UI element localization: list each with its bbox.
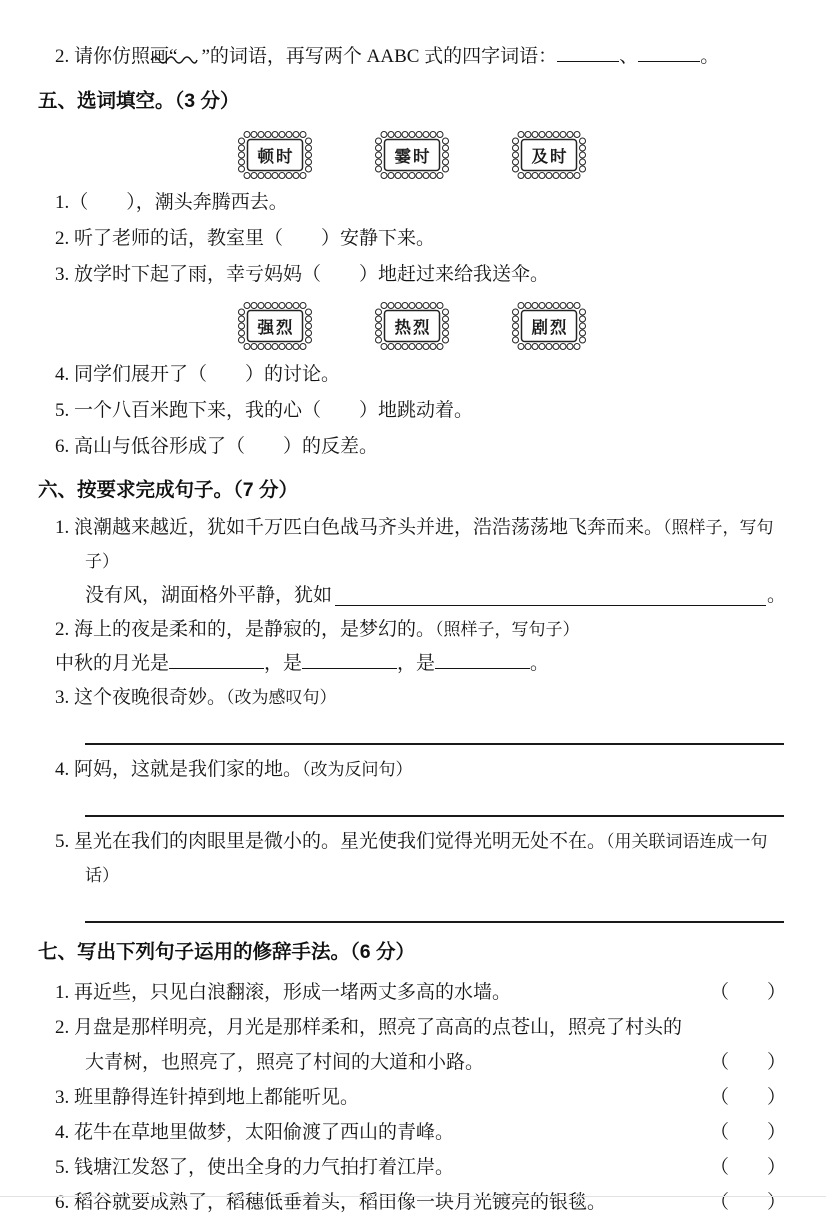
word-bank-chip — [237, 130, 313, 180]
question-instruction: （改为反问句） — [302, 760, 413, 779]
rhetoric-question-row — [38, 975, 786, 1010]
answer-blank — [302, 654, 397, 669]
word-bank-chip — [374, 301, 450, 351]
answer-bracket: （ ） — [709, 1192, 786, 1213]
answer-bracket: （ ） — [709, 1122, 786, 1143]
question-aabc-words — [38, 44, 786, 72]
rhetoric-question-row — [38, 1185, 786, 1220]
question-line: 1. 再近些，只见白浪翻滚，形成一堵两丈多高的水墙。 — [55, 982, 512, 1003]
question-line: 1.（ ），潮头奔腾西去。 — [55, 192, 288, 213]
question-line-q5 — [38, 825, 786, 893]
rhetoric-question-row — [38, 1080, 786, 1115]
question-sentence: 3. 这个夜晚很奇妙。 — [55, 687, 227, 708]
answer-fill-line-q1 — [38, 579, 786, 613]
answer-underline — [335, 605, 766, 606]
question-sentence: 2. 海上的夜是柔和的，是静寂的，是梦幻的。 — [55, 619, 436, 640]
section-five-heading: 五、选词填空。（3 分） — [38, 90, 240, 112]
answer-blank — [557, 47, 619, 62]
question-line: 6. 高山与低谷形成了（ ）的反差。 — [55, 436, 379, 457]
question-instruction: （照样子，写句子） — [435, 620, 580, 639]
question-text-after: ”的词语，再写两个 AABC 式的四字词语： — [201, 46, 558, 67]
answer-blank — [435, 654, 530, 669]
answer-blank — [169, 654, 264, 669]
end-punctuation: 。 — [766, 585, 786, 606]
question-instruction: （照样子，写句子） — [85, 518, 774, 571]
question-instruction: （用关联词语连成一句话） — [85, 832, 768, 885]
end-punctuation: 。 — [700, 46, 720, 67]
question-text-before: 2. 请你仿照画“ — [55, 46, 178, 67]
word-bank-2 — [38, 301, 786, 351]
word-bank-chip — [511, 130, 587, 180]
rhetoric-questions — [38, 975, 786, 1220]
word-bank-1 — [38, 130, 786, 180]
question-line: 5. 钱塘江发怒了，使出全身的力气拍打着江岸。 — [55, 1157, 455, 1178]
wavy-underline-blank-icon — [179, 46, 199, 72]
question-line: 2. 月盘是那样明亮，月光是那样柔和，照亮了高高的点苍山，照亮了村头的大青树，也照亮了，照亮了村间的大道和小路。 — [55, 1017, 683, 1073]
question-line: 3. 班里静得连针掉到地上都能听见。 — [55, 1087, 360, 1108]
answer-blank — [638, 47, 700, 62]
word-bank-chip — [374, 130, 450, 180]
answer-lead: 没有风，湖面格外平静，犹如 — [85, 585, 333, 606]
question-line-q4 — [38, 753, 786, 787]
rhetoric-question-row — [38, 1150, 786, 1185]
question-line: 4. 花牛在草地里做梦，太阳偷渡了西山的青峰。 — [55, 1122, 455, 1143]
answer-bracket: （ ） — [709, 1052, 786, 1073]
answer-lead: 中秋的月光是 — [55, 653, 170, 674]
question-line-q1 — [38, 511, 786, 579]
question-line: 4. 同学们展开了（ ）的讨论。 — [55, 364, 341, 385]
section-six-heading: 六、按要求完成句子。（7 分） — [38, 479, 299, 501]
word-bank-word: 强烈 — [257, 318, 295, 337]
question-sentence: 4. 阿妈，这就是我们家的地。 — [55, 759, 303, 780]
blank-separator: 、 — [619, 46, 639, 67]
answer-joiner: ，是 — [264, 653, 303, 674]
answer-line — [85, 921, 784, 923]
word-bank-word: 剧烈 — [531, 318, 569, 337]
word-bank-word: 霎时 — [394, 147, 432, 166]
answer-line — [85, 815, 784, 817]
word-bank-chip — [237, 301, 313, 351]
fill-in-questions-group-2 — [38, 357, 786, 465]
answer-fill-line-q2 — [38, 647, 786, 681]
question-line-q3 — [38, 681, 786, 715]
question-sentence: 1. 浪潮越来越近，犹如千万匹白色战马齐头并进，浩浩荡荡地飞奔而来。 — [55, 517, 664, 538]
rhetoric-question-row — [38, 1115, 786, 1150]
word-bank-word: 热烈 — [394, 318, 432, 337]
question-line-q2 — [38, 613, 786, 647]
rhetoric-question-row — [38, 1010, 786, 1080]
question-line: 3. 放学时下起了雨，幸亏妈妈（ ）地赶过来给我送伞。 — [55, 264, 550, 285]
scan-edge-artifact — [0, 1196, 826, 1197]
question-instruction: （改为感叹句） — [226, 688, 337, 707]
fill-in-questions-group-1 — [38, 185, 786, 293]
answer-bracket: （ ） — [709, 1157, 786, 1178]
question-sentence: 5. 星光在我们的肉眼里是微小的。星光使我们觉得光明无处不在。 — [55, 831, 607, 852]
section-seven-heading: 七、写出下列句子运用的修辞手法。（6 分） — [38, 941, 416, 963]
end-punctuation: 。 — [530, 653, 550, 674]
answer-bracket: （ ） — [709, 982, 786, 1003]
answer-bracket: （ ） — [709, 1087, 786, 1108]
answer-line — [85, 743, 784, 745]
word-bank-word: 及时 — [531, 147, 569, 166]
word-bank-word: 顿时 — [257, 147, 295, 166]
sentence-tasks — [38, 511, 786, 923]
question-line: 6. 稻谷就要成熟了，稻穗低垂着头，稻田像一块月光镀亮的银毯。 — [55, 1192, 607, 1213]
word-bank-chip — [511, 301, 587, 351]
answer-joiner: ，是 — [397, 653, 436, 674]
question-line: 2. 听了老师的话，教室里（ ）安静下来。 — [55, 228, 436, 249]
question-line: 5. 一个八百米跑下来，我的心（ ）地跳动着。 — [55, 400, 474, 421]
